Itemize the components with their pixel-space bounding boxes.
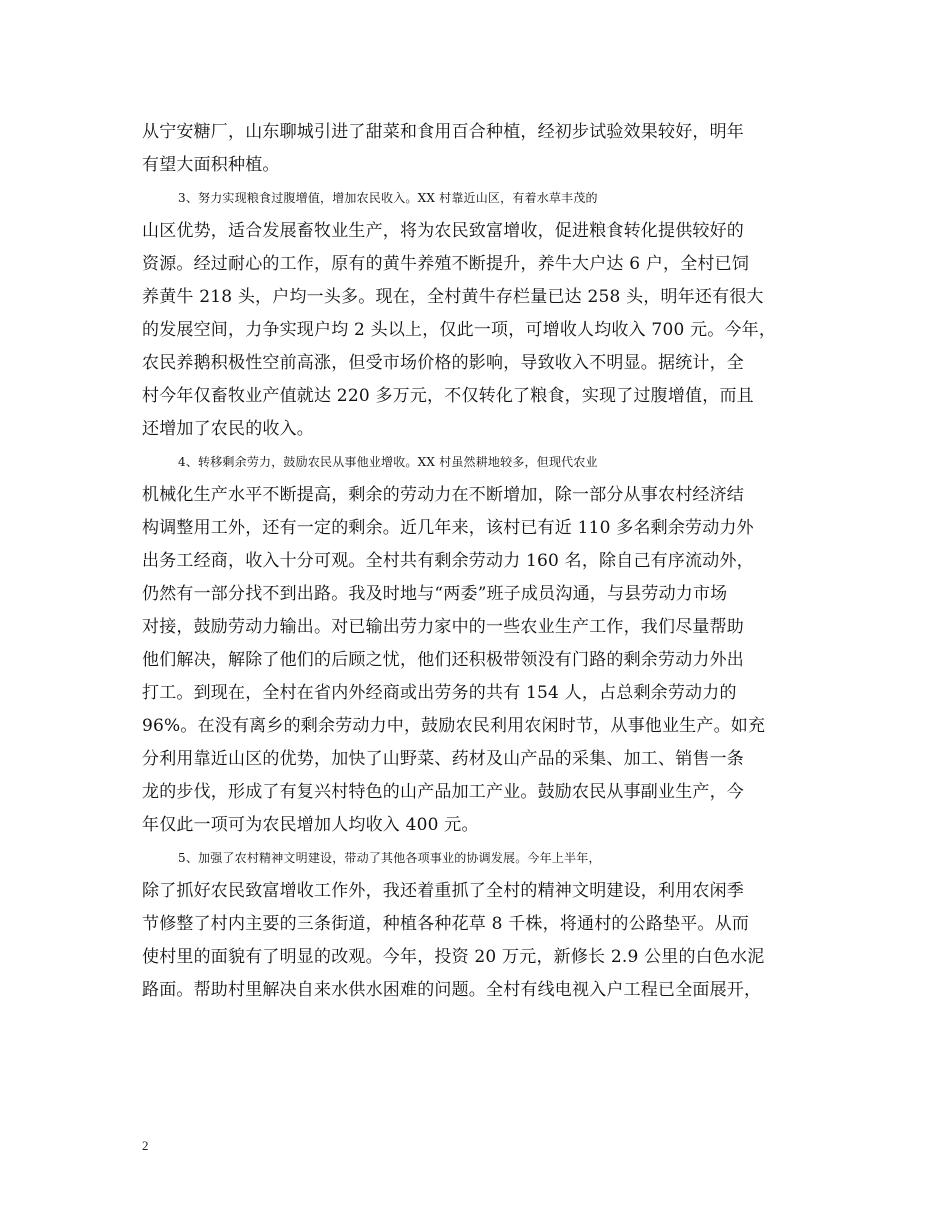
text-line: 路面。帮助村里解决自来水供水困难的问题。全村有线电视入户工程已全面展开，	[142, 980, 762, 1000]
page-number: 2	[142, 1138, 149, 1153]
text-line: 的发展空间，力争实现户均 2 头以上，仅此一项，可增收人均收入 700 元。今年，	[142, 320, 777, 340]
text-line: 年仅此一项可为农民增加人均收入 400 元。	[142, 815, 479, 835]
text-line: 除了抓好农民致富增收工作外，我还着重抓了全村的精神文明建设，利用农闲季	[142, 881, 744, 901]
text-line: 山区优势，适合发展畜牧业生产，将为农民致富增收，促进粮食转化提供较好的	[142, 221, 744, 241]
text-line: 机械化生产水平不断提高，剩余的劳动力在不断增加，除一部分从事农村经济结	[142, 485, 744, 505]
text-line: 仍然有一部分找不到出路。我及时地与“两委”班子成员沟通，与县劳动力市场	[142, 584, 728, 604]
text-line: 资源。经过耐心的工作，原有的黄牛养殖不断提升，养牛大户达 6 户，全村已饲	[142, 254, 750, 274]
text-line: 出务工经商，收入十分可观。全村共有剩余劳动力 160 名，除自己有序流动外，	[142, 551, 754, 571]
text-line: 养黄牛 218 头，户均一头多。现在，全村黄牛存栏量已达 258 头，明年还有很大	[142, 287, 764, 307]
text-line: 使村里的面貌有了明显的改观。今年，投资 20 万元，新修长 2.9 公里的白色水泥	[142, 947, 765, 967]
text-line: 有望大面积种植。	[142, 155, 280, 175]
text-line: 对接，鼓励劳动力输出。对已输出劳力家中的一些农业生产工作，我们尽量帮助	[142, 617, 744, 637]
text-line: 他们解决，解除了他们的后顾之忧，他们还积极带领没有门路的剩余劳动力外出	[142, 650, 744, 670]
text-line: 还增加了农民的收入。	[142, 419, 314, 439]
text-line: 打工。到现在，全村在省内外经商或出劳务的共有 154 人，占总剩余劳动力的	[142, 683, 737, 703]
text-line: 从宁安糖厂，山东聊城引进了甜菜和食用百合种植，经初步试验效果较好，明年	[142, 122, 744, 142]
text-line: 3、努力实现粮食过腹增值，增加农民收入。XX 村靠近山区，有着水草丰茂的	[178, 191, 598, 205]
text-line: 96%。在没有离乡的剩余劳动力中，鼓励农民利用农闲时节，从事他业生产。如充	[142, 716, 766, 736]
text-line: 构调整用工外，还有一定的剩余。近几年来，该村已有近 110 多名剩余劳动力外	[142, 518, 754, 538]
text-line: 4、转移剩余劳力，鼓励农民从事他业增收。XX 村虽然耕地较多，但现代农业	[178, 455, 598, 469]
text-line: 节修整了村内主要的三条街道，种植各种花草 8 千株，将通村的公路垫平。从而	[142, 914, 750, 934]
text-line: 农民养鹅积极性空前高涨，但受市场价格的影响，导致收入不明显。据统计，全	[142, 353, 744, 373]
document-body	[142, 116, 810, 1007]
text-line: 分利用靠近山区的优势，加快了山野菜、药材及山产品的采集、加工、销售一条	[142, 749, 744, 769]
text-line: 村今年仅畜牧业产值就达 220 多万元，不仅转化了粮食，实现了过腹增值，而且	[142, 386, 754, 406]
text-line: 龙的步伐，形成了有复兴村特色的山产品加工产业。鼓励农民从事副业生产，今	[142, 782, 744, 802]
text-line: 5、加强了农村精神文明建设，带动了其他各项事业的协调发展。今年上半年，	[178, 851, 601, 865]
